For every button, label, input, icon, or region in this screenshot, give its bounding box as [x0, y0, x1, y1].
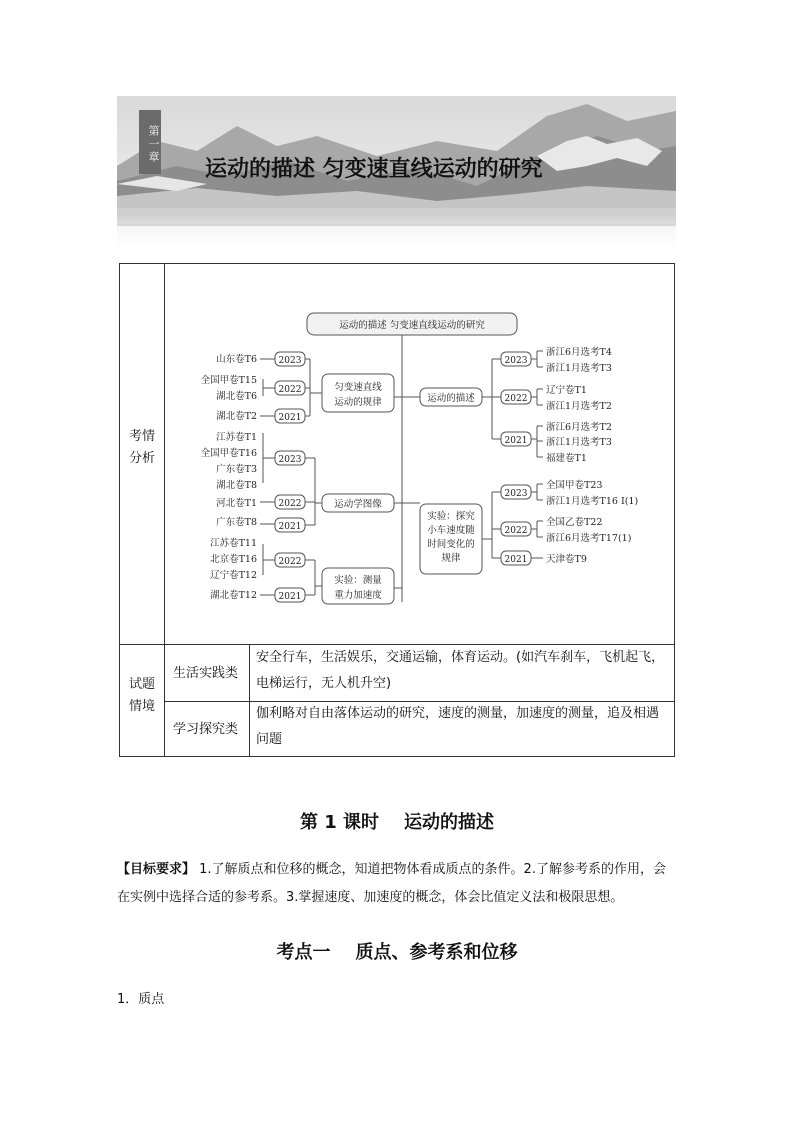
exam-analysis-table [119, 263, 675, 757]
goal-tag: 【目标要求】 [117, 862, 196, 877]
lesson-title: 第 1 课时 运动的描述 [299, 812, 495, 833]
topic-uniform-accel-part1: 匀变速直线 [334, 382, 382, 393]
exam-item: 全国甲卷T16 [200, 448, 257, 459]
knowledge-mind-map [165, 266, 673, 642]
year-label: 2021 [278, 413, 302, 423]
exam-item: 北京卷T16 [210, 554, 257, 565]
year-label: 2022 [504, 394, 528, 404]
topic-uniform-accel-part2: 运动的规律 [334, 397, 382, 408]
exam-item: 辽宁卷T1 [546, 385, 587, 396]
learning-goals [117, 856, 677, 912]
exam-item: 浙江1月选考T16 Ⅰ(1) [546, 496, 639, 507]
row-label-context: 试题情境 [128, 677, 155, 714]
life-practice-text: 安全行车，生活娱乐，交通运输，体育运动。(如汽车刹车，飞机起飞，电梯运行，无人机升空) [256, 650, 665, 691]
study-explore-text: 伽利略对自由落体运动的研究，速度的测量，加速度的测量，追及相遇问题 [256, 706, 660, 747]
exam-item: 浙江6月选考T2 [546, 422, 612, 433]
exam-item: 湖北卷T8 [216, 480, 257, 491]
subsection-heading: 1．质点 [117, 992, 165, 1007]
year-label: 2021 [504, 555, 528, 565]
year-label: 2022 [504, 526, 528, 536]
exam-item: 天津卷T9 [546, 554, 587, 565]
topic-cart-exp-part3: 时间变化的 [427, 539, 475, 550]
exam-item: 浙江1月选考T3 [546, 363, 612, 374]
exam-item: 湖北卷T6 [216, 391, 257, 402]
year-label: 2021 [278, 592, 302, 602]
exam-item: 广东卷T3 [216, 464, 257, 475]
exam-item: 广东卷T8 [216, 517, 257, 528]
exam-item: 湖北卷T12 [210, 590, 257, 601]
year-label: 2022 [278, 499, 302, 509]
exam-item: 辽宁卷T12 [210, 570, 257, 581]
year-label: 2023 [504, 489, 528, 499]
category-life-practice: 生活实践类 [173, 666, 239, 681]
row-label-analysis: 考情分析 [128, 429, 155, 466]
chapter-banner [117, 96, 676, 248]
topic-kinematics-graph: 运动学图像 [334, 499, 382, 510]
exam-item: 浙江1月选考T2 [546, 401, 612, 412]
exam-item: 全国甲卷T23 [546, 480, 603, 491]
topic-gravity-exp-part2: 重力加速度 [334, 590, 382, 601]
topic-gravity-exp-part1: 实验：测量 [334, 575, 382, 586]
exam-item: 浙江6月选考T17(1) [546, 533, 632, 544]
exam-item: 河北卷T1 [216, 498, 257, 509]
chapter-tag: 第一章 [139, 110, 161, 174]
goal-text: 1.了解质点和位移的概念，知道把物体看成质点的条件。2.了解参考系的作用，会在实例中选择合适的参考系。3.掌握速度、加速度的概念，体会比值定义法和极限思想。 [117, 862, 666, 905]
exam-item: 福建卷T1 [546, 453, 587, 464]
chapter-title: 运动的描述 匀变速直线运动的研究 [205, 157, 543, 182]
category-study-explore: 学习探究类 [173, 722, 239, 737]
year-label: 2023 [278, 455, 302, 465]
exam-item: 浙江1月选考T3 [546, 437, 612, 448]
topic-cart-exp-part1: 实验：探究 [427, 511, 475, 522]
exam-item: 山东卷T6 [216, 354, 257, 365]
topic-motion-description: 运动的描述 [427, 393, 475, 404]
exam-item: 全国甲卷T15 [200, 375, 257, 386]
topic-cart-exp-part2: 小车速度随 [427, 525, 475, 536]
mind-map-root: 运动的描述 匀变速直线运动的研究 [339, 320, 485, 331]
year-label: 2021 [278, 522, 302, 532]
table-divider [249, 644, 250, 756]
exam-item: 湖北卷T2 [216, 411, 257, 422]
exam-item: 江苏卷T11 [210, 538, 257, 549]
exam-item: 浙江6月选考T4 [546, 347, 612, 358]
year-label: 2023 [278, 356, 302, 366]
section-title: 考点一 质点、参考系和位移 [276, 942, 518, 963]
year-label: 2022 [278, 385, 302, 395]
year-label: 2021 [504, 436, 528, 446]
exam-item: 全国乙卷T22 [546, 517, 603, 528]
topic-cart-exp-part4: 规律 [441, 553, 461, 564]
year-label: 2023 [504, 356, 528, 366]
year-label: 2022 [278, 557, 302, 567]
exam-item: 江苏卷T1 [216, 432, 257, 443]
